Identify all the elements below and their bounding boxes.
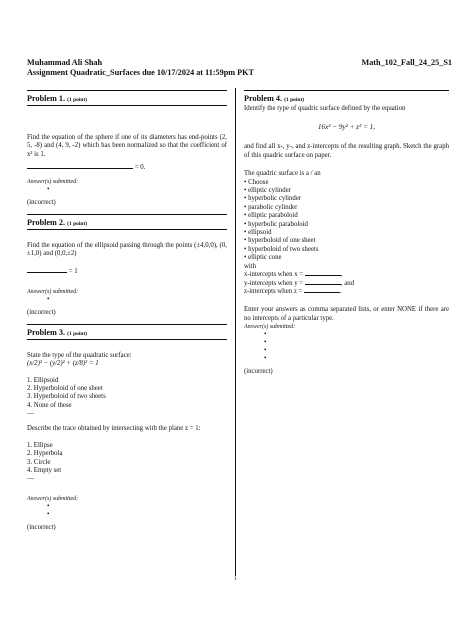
problem-text-2: and find all x-, y-, and z-intercepts of the resulting graph. Sketch the graph of this quadric surface on paper. bbox=[244, 143, 449, 159]
answers-label: Answer(s) submitted: bbox=[27, 288, 79, 295]
option-list bbox=[27, 442, 227, 476]
answer-dropdown[interactable]: — bbox=[27, 409, 34, 418]
instructions-text: Enter your answers as comma separated lists, or enter NONE if there are no intercepts of a particular type. bbox=[244, 306, 449, 322]
option-item: 4. Empty set bbox=[27, 466, 62, 474]
answer-bullet: • bbox=[47, 294, 50, 303]
problem-rule bbox=[27, 324, 227, 325]
problem-title: Problem 4. bbox=[244, 94, 283, 103]
option-item: 3. Circle bbox=[27, 458, 51, 466]
answer-bullet: • bbox=[47, 184, 50, 193]
option-item: 3. Hyperboloid of two sheets bbox=[27, 393, 106, 401]
problem-text: Identify the type of quadric surface defined by the equation bbox=[244, 105, 406, 112]
problem-title: Problem 2. bbox=[27, 217, 66, 227]
answer-bullet: • bbox=[264, 338, 267, 347]
option-item[interactable]: • elliptic cylinder bbox=[244, 187, 291, 195]
problem-text: Find the equation of the sphere if one of its diameters has end-points (2, 5, -8) and (4, 9, -2) which has been normalized so that the coefficient of x² is 1. bbox=[27, 134, 227, 158]
answer-bullet: • bbox=[264, 346, 267, 355]
problem-title: Problem 3. bbox=[27, 327, 66, 337]
problem-rule bbox=[27, 105, 227, 106]
with-label: with bbox=[244, 262, 257, 270]
page-number: 1 bbox=[234, 576, 237, 582]
option-item: 1. Ellipse bbox=[27, 441, 53, 449]
y-intercept-label: y-intercepts when y = bbox=[244, 279, 304, 287]
answer-bullet: • bbox=[264, 354, 267, 363]
option-item: 2. Hyperbola bbox=[27, 450, 63, 458]
x-intercept-label: x-intercepts when x = bbox=[244, 271, 304, 279]
problem-rule bbox=[244, 90, 449, 91]
document-header bbox=[27, 58, 452, 78]
answer-status: (incorrect) bbox=[27, 198, 56, 206]
author-name: Muhammad Ali Shah bbox=[27, 58, 103, 67]
surface-type-select[interactable] bbox=[244, 179, 449, 263]
option-item: 1. Ellipsoid bbox=[27, 376, 59, 384]
x-intercept-field[interactable] bbox=[305, 275, 341, 276]
answer-blank[interactable] bbox=[27, 168, 133, 169]
surface-equation: (x/2)² − (y/2)² + (z/8)² = 1 bbox=[27, 360, 99, 368]
y-intercept-field[interactable] bbox=[305, 284, 341, 285]
problem-1 bbox=[27, 90, 227, 206]
problem-rule bbox=[27, 90, 227, 91]
right-column bbox=[244, 90, 449, 375]
answer-blank[interactable] bbox=[27, 272, 67, 273]
option-item[interactable]: • Choose bbox=[244, 178, 269, 186]
option-item[interactable]: • parabolic cylinder bbox=[244, 203, 298, 211]
answers-label: Answer(s) submitted: bbox=[244, 324, 296, 331]
surface-equation: 16x² − 9y² + z² = 1, bbox=[317, 123, 376, 132]
option-item: 4. None of these bbox=[27, 401, 72, 409]
answer-bullet: • bbox=[47, 510, 50, 519]
answer-dropdown[interactable]: — bbox=[27, 474, 34, 483]
left-column bbox=[27, 90, 227, 531]
problem-points: (1 point) bbox=[284, 97, 305, 103]
option-item[interactable]: • ellipsoid bbox=[244, 229, 272, 237]
problem-title: Problem 1. bbox=[27, 94, 66, 103]
problem-points: (1 point) bbox=[67, 220, 88, 227]
z-intercept-field[interactable] bbox=[304, 292, 340, 293]
problem-text: Find the equation of the ellipsoid passing through the points (±4,0,0), (0,±1,0) and (0,0,±2) bbox=[27, 241, 227, 258]
problem-rule bbox=[27, 214, 227, 215]
answer-suffix: = 0. bbox=[134, 164, 146, 172]
problem-rule bbox=[27, 229, 227, 230]
problem-points: (1 point) bbox=[67, 97, 88, 103]
and-label: , and bbox=[340, 279, 355, 287]
option-item[interactable]: • hyperbolic paraboloid bbox=[244, 220, 308, 228]
assignment-title: Assignment Quadratic_Surfaces due 10/17/2024 at 11:59pm PKT bbox=[27, 68, 254, 77]
problem-text-2: Describe the trace obtained by intersecting with the plane z = 1: bbox=[27, 425, 201, 433]
answer-bullet: • bbox=[264, 330, 267, 339]
option-item[interactable]: • hyperboloid of two sheets bbox=[244, 245, 319, 253]
answer-bullet: • bbox=[47, 502, 50, 511]
options-intro: The quadric surface is a / an bbox=[244, 170, 321, 178]
problem-3 bbox=[27, 324, 227, 531]
option-list bbox=[27, 377, 227, 411]
option-item[interactable]: • elliptic cone bbox=[244, 254, 282, 262]
option-item[interactable]: • hyperbolic cylinder bbox=[244, 195, 302, 203]
answer-status: (incorrect) bbox=[27, 308, 56, 316]
answer-status: (incorrect) bbox=[244, 368, 273, 376]
answers-label: Answer(s) submitted: bbox=[27, 496, 79, 503]
answer-suffix: = 1 bbox=[68, 268, 78, 276]
problem-2 bbox=[27, 214, 227, 316]
option-item[interactable]: • elliptic paraboloid bbox=[244, 212, 298, 220]
answer-status: (incorrect) bbox=[27, 524, 56, 532]
option-item[interactable]: • hyperboloid of one sheet bbox=[244, 237, 316, 245]
problem-text: State the type of the quadratic surface: bbox=[27, 351, 132, 359]
problem-rule bbox=[27, 339, 227, 340]
column-divider bbox=[235, 88, 236, 576]
problem-4: Problem 4. (1 point) Identify the type of quadric surface defined by the equation 16x² − 9y² + z² = 1, and find all x-, y-, and z-intercepts of the resulting graph. Sketch the graph of this quadric surface on paper. The quadric surface is a / an • Choose • elliptic cylinder • hyperbolic cylinder • parabolic cylinder • elliptic paraboloid • hyperbolic paraboloid • ellipsoid • hyperboloid of one sheet • hyperboloid of two sheets • elliptic cone with x-intercepts when x = , y-intercepts when y = , and z-intercepts when z = . Enter your answers as comma separated lists, or enter NONE if there are no intercepts of a particular type. Answer(s) submitted: • • • • (incorrect) bbox=[244, 90, 449, 375]
problem-points: (1 point) bbox=[67, 330, 88, 337]
option-item: 2. Hyperboloid of one sheet bbox=[27, 385, 103, 393]
course-code: Math_102_Fall_24_25_S1 bbox=[361, 58, 452, 67]
answers-label: Answer(s) submitted: bbox=[27, 178, 79, 185]
z-intercept-label: z-intercepts when z = bbox=[244, 287, 303, 295]
